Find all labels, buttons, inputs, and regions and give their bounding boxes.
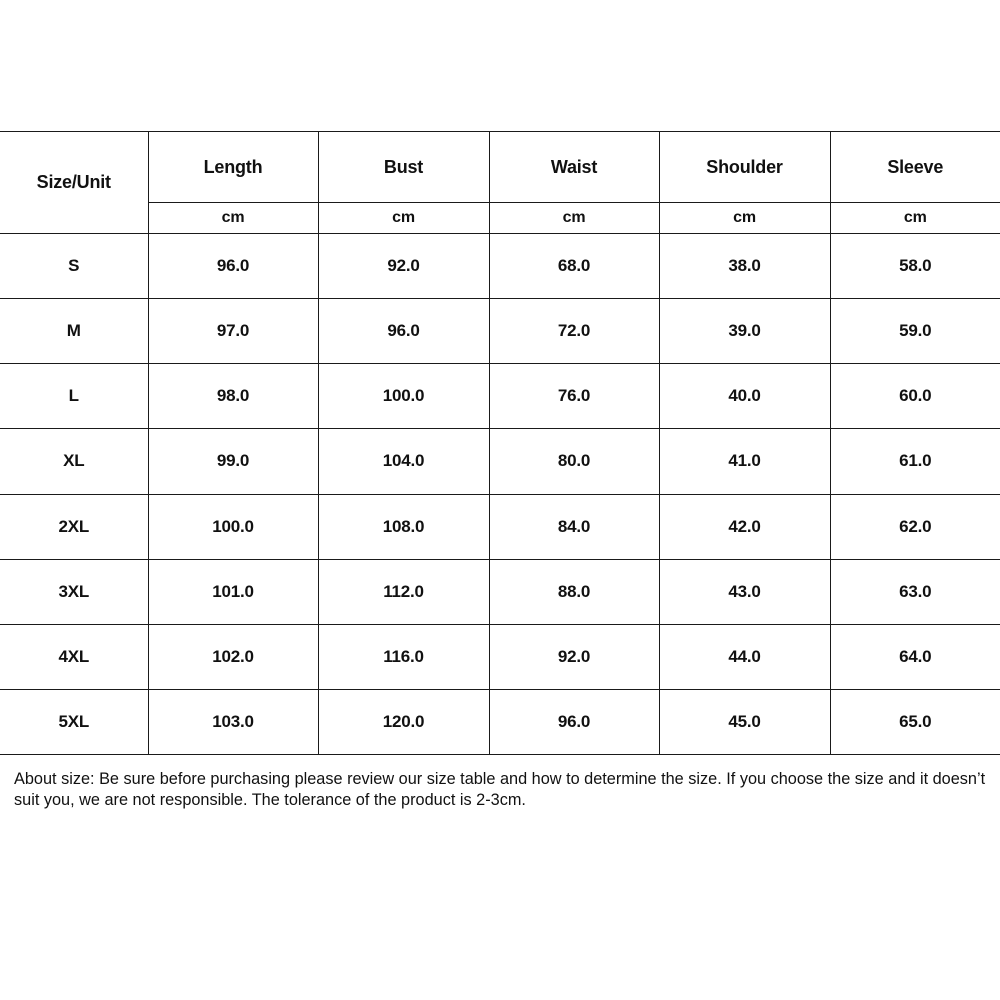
cell-length: 96.0 bbox=[148, 234, 318, 299]
cell-waist: 92.0 bbox=[489, 624, 659, 689]
cell-shoulder: 38.0 bbox=[659, 234, 830, 299]
column-header-sleeve: Sleeve bbox=[830, 132, 1000, 203]
unit-label-waist: cm bbox=[489, 203, 659, 234]
column-header-waist: Waist bbox=[489, 132, 659, 203]
cell-shoulder: 43.0 bbox=[659, 559, 830, 624]
cell-bust: 92.0 bbox=[318, 234, 489, 299]
cell-sleeve: 59.0 bbox=[830, 299, 1000, 364]
cell-sleeve: 64.0 bbox=[830, 624, 1000, 689]
table-row bbox=[0, 429, 1000, 494]
table-row bbox=[0, 689, 1000, 754]
cell-bust: 100.0 bbox=[318, 364, 489, 429]
size-label: 2XL bbox=[0, 494, 148, 559]
cell-waist: 76.0 bbox=[489, 364, 659, 429]
header-row bbox=[0, 132, 1000, 203]
size-label: L bbox=[0, 364, 148, 429]
cell-length: 100.0 bbox=[148, 494, 318, 559]
cell-shoulder: 45.0 bbox=[659, 689, 830, 754]
cell-bust: 104.0 bbox=[318, 429, 489, 494]
cell-bust: 96.0 bbox=[318, 299, 489, 364]
cell-length: 97.0 bbox=[148, 299, 318, 364]
cell-shoulder: 40.0 bbox=[659, 364, 830, 429]
unit-label-shoulder: cm bbox=[659, 203, 830, 234]
cell-bust: 120.0 bbox=[318, 689, 489, 754]
column-header-shoulder: Shoulder bbox=[659, 132, 830, 203]
size-label: XL bbox=[0, 429, 148, 494]
cell-waist: 68.0 bbox=[489, 234, 659, 299]
unit-row bbox=[0, 203, 1000, 234]
size-label: 3XL bbox=[0, 559, 148, 624]
size-label: S bbox=[0, 234, 148, 299]
unit-label-sleeve: cm bbox=[830, 203, 1000, 234]
cell-sleeve: 61.0 bbox=[830, 429, 1000, 494]
cell-waist: 88.0 bbox=[489, 559, 659, 624]
cell-waist: 96.0 bbox=[489, 689, 659, 754]
cell-waist: 84.0 bbox=[489, 494, 659, 559]
cell-sleeve: 63.0 bbox=[830, 559, 1000, 624]
cell-length: 101.0 bbox=[148, 559, 318, 624]
table-row bbox=[0, 299, 1000, 364]
table-row bbox=[0, 494, 1000, 559]
cell-shoulder: 42.0 bbox=[659, 494, 830, 559]
size-label: M bbox=[0, 299, 148, 364]
cell-shoulder: 39.0 bbox=[659, 299, 830, 364]
cell-sleeve: 58.0 bbox=[830, 234, 1000, 299]
table-row bbox=[0, 559, 1000, 624]
column-header-bust: Bust bbox=[318, 132, 489, 203]
cell-shoulder: 44.0 bbox=[659, 624, 830, 689]
cell-shoulder: 41.0 bbox=[659, 429, 830, 494]
cell-bust: 108.0 bbox=[318, 494, 489, 559]
size-note: About size: Be sure before purchasing please review our size table and how to determine the size. If you choose the size and it doesn’t suit you, we are not responsible. The tolerance of the product is 2-3cm. bbox=[14, 770, 986, 809]
size-label: 5XL bbox=[0, 689, 148, 754]
table-row bbox=[0, 364, 1000, 429]
cell-waist: 72.0 bbox=[489, 299, 659, 364]
cell-sleeve: 60.0 bbox=[830, 364, 1000, 429]
cell-length: 102.0 bbox=[148, 624, 318, 689]
cell-waist: 80.0 bbox=[489, 429, 659, 494]
cell-bust: 112.0 bbox=[318, 559, 489, 624]
corner-label: Size/Unit bbox=[0, 132, 148, 234]
cell-bust: 116.0 bbox=[318, 624, 489, 689]
size-chart-table bbox=[0, 131, 1000, 755]
table-row bbox=[0, 234, 1000, 299]
cell-length: 98.0 bbox=[148, 364, 318, 429]
cell-length: 103.0 bbox=[148, 689, 318, 754]
table-row bbox=[0, 624, 1000, 689]
cell-sleeve: 62.0 bbox=[830, 494, 1000, 559]
cell-length: 99.0 bbox=[148, 429, 318, 494]
size-label: 4XL bbox=[0, 624, 148, 689]
column-header-length: Length bbox=[148, 132, 318, 203]
unit-label-bust: cm bbox=[318, 203, 489, 234]
cell-sleeve: 65.0 bbox=[830, 689, 1000, 754]
unit-label-length: cm bbox=[148, 203, 318, 234]
